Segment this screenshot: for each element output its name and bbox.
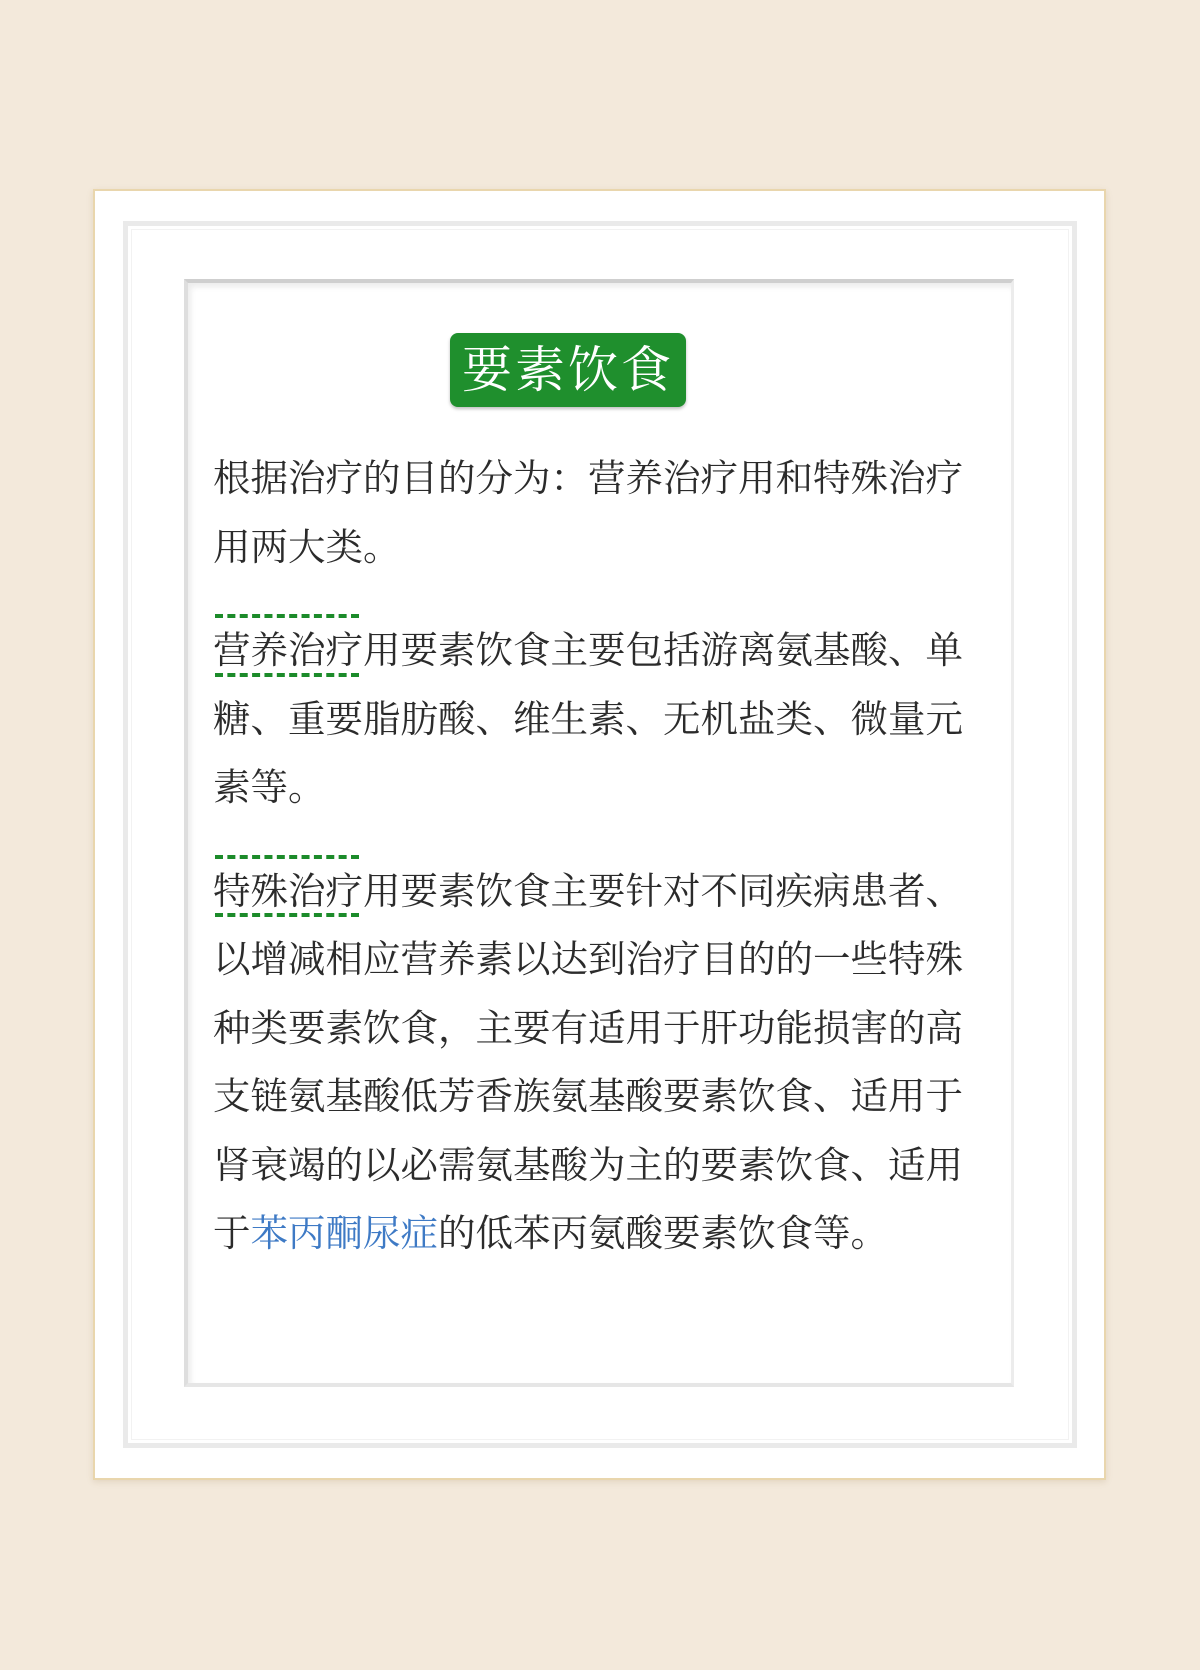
page-title: 要素饮食	[450, 333, 686, 407]
dashed-underline-bottom	[215, 673, 359, 677]
dashed-underline-top	[215, 614, 359, 618]
paragraph-special-therapy	[213, 857, 975, 1268]
paragraph-nutrition-therapy	[213, 616, 975, 822]
paragraph-text: 用要素饮食主要包括游离氨基酸、单糖、重要脂肪酸、维生素、无机盐类、微量元素等。	[213, 628, 963, 809]
highlight-label: 营养治疗	[213, 628, 363, 672]
article-body	[213, 444, 975, 1268]
highlight-label: 特殊治疗	[213, 868, 363, 913]
pku-link[interactable]: 苯丙酮尿症	[250, 1211, 438, 1255]
dashed-underline-bottom	[215, 913, 359, 917]
paragraph-text: 用要素饮食主要针对不同疾病患者、以增减相应营养素以达到治疗目的的一些特殊种类要素饮食，主要有适用于肝功能损害的高支链氨基酸低芳香族氨基酸要素饮食、适用于肾衰竭的以必需氨基酸为主的要素饮食、适用于	[213, 868, 963, 1255]
dashed-underline-top	[215, 855, 359, 859]
paragraph-classification: 根据治疗的目的分为：营养治疗用和特殊治疗用两大类。	[213, 456, 963, 569]
highlight-nutrition-therapy	[213, 616, 363, 685]
paragraph-text-end: 的低苯丙氨酸要素饮食等。	[438, 1211, 888, 1255]
highlight-special-therapy	[213, 857, 363, 926]
